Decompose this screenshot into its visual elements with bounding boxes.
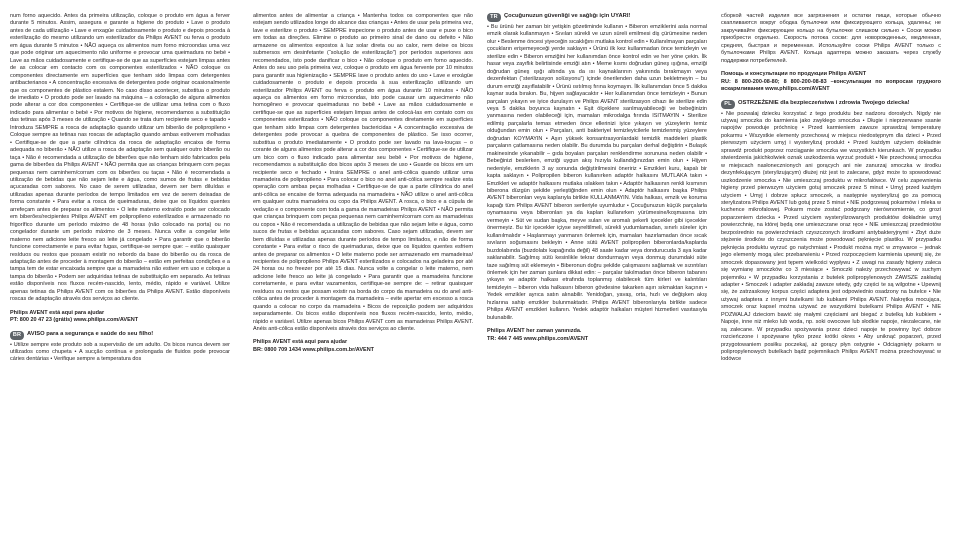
br-warning-text-cont: alimentos antes de alimentar a criança • Mantenha todos os componentes que não estejam sendo utilizados longe do alcance das crianças • Antes de usar pela primeira vez, lave e esterilize o produto • SEMPRE inspecione o produto antes de usar e puxe o bico em todas as direções. Elimine o produto ao primeiro sinal de dano ou defeito • Não armazene os alimentos expostos à luz solar direta ou ao calor, nem deixe os bicos submersos em desinfetante (“solução de esterilização”) por períodos superiores aos recomendados, isto pode danificar o bico • Não coloque o produto em forno aquecido. Antes do seu uso pela primeira vez, coloque o produto em água fervente por 10 minutos para garantir sua higienização • SEMPRE lave o produto antes do uso • Lave e enxágüe cuidadosamente o produto e depois proceda à sua esterilização utilizando um esterilizador Philips AVENT ou ferva o produto em água durante 10 minutos • NÃO aqueça os alimentos em forno microondas, isto pode causar um aquecimento não homogêneo e provocar queimaduras no bebê • Lave as mãos cuidadosamente e certifique-se que as superfícies estejam limpas antes de colocá-las em contato com os componentes esterilizados • NÃO coloque os componentes diretamente em superfícies que tenham sido limpas com detergentes bactericidas • A concentração excessiva de detergentes pode provocar a quebra de componentes de plástico. Se isso ocorrer, substitua o produto imediatamente • O produto pode ser lavado na lava-louças – o corante de alguns alimentos pode alterar a cor dos componentes • Certifique-se de utilizar um bico com o fluxo indicado para alimentar seu bebê • Por motivos de higiene, recomendamos a substituição dos bicos após 3 meses de uso • Guarde os bicos em um recipiente seco e fechado • Insira SEMPRE o anel anti-cólica quando utilizar uma mamadeira de polipropileno • Para colocar o bico no anel anti-cólica sempre realize esta operação com ambas peças molhadas • Certifique-se de que a parte cilíndrica do anel anti-cólica se encaixe de forma adequada na mamadeira • NÃO utilize o anel anti-cólica em qualquer outra mamadeira ou copo da Philips AVENT. A rosca, o bico e a cúpula de vedação e o componente com toda a gama de mamadeiras Philips AVENT • NÃO permita que crianças brinquem com peças pequenas nem caminhem/corram com as mamadeiras ou copos • Não é recomendada a utilização de bebidas que não sejam leite e água, como sucos de frutas e bebidas açucaradas com sabores. Caso sejam utilizadas, devem ser bem diluídas e utilizadas apenas durante períodos de tempo limitados, e não de forma constante • Para evitar o risco de queimaduras, deixe que os líquidos quentes esfriem antes de preparar os alimentos • O leite materno pode ser armazenado em mamadeiras/ recipientes de polipropileno Philips AVENT esterilizados e colocados na geladeira por até 24 horas ou no freezer por até 15 dias. Nunca volte a congelar o leite materno, nem adicione leite fresco ao leite já congelado • Para garantir que a mamadeira funcione corretamente, e para evitar vazamentos, certifique-se sempre de: – retirar quaisquer resíduos ou restos que possam existir na borda do corpo da mamadeira ou do anel anti-cólica antes de proceder à montagem da mamadeira – evite apertar em excesso a rosca quando a colocar no corpo da mamadeira • Bicos de reposição podem ser adquiridos separadamente. Os bicos estão disponíveis nos fluxos recém-nascido, lento, médio, rápido e variável. Utilize apenas bicos Philips AVENT com as mamadeiras Philips AVENT. Anéis anti-cólica estão disponíveis através dos serviços ao cliente. [253, 13, 473, 333]
ru-contact-phone: RU: 8 800-200-08-80; 8 800-200-08-83 –консультации по вопросам грудного вскармливания www.philips.com/AVENT [721, 78, 941, 93]
pl-heading [721, 100, 941, 109]
pl-section [721, 100, 941, 364]
tr-warning-text: • Bu ürünü her zaman bir yetişkin gözetiminde kullanın • Biberon emziklerini asla normal emzik olarak kullanmayın • Sıvıları sürekli ve uzun süreli emilmesi diş çürümesine neden olur • Beslenme öncesi yiyeceğin sıcaklığını mutlaka kontrol edin • Kullanılmayan parçaları çocukların erişemeyeceği yerde saklayın • Ürünü ilk kez kullanmadan önce temizleyin ve sterilize edin • Biberon emziğini her kullanımdan önce kontrol edin ve her yöne çekin. İlk hasar veya zayıflık belirtisinde emziği atın • Meme kısmı doğrudan güneş ışığına, emziği doğrudan güneş ışığı altında ya da ısı kaynaklarının yakınında bırakmayın veya dezenfektan (“sterilizasyon solüsyonu”) içinde önerilenden daha uzun bekletmeyin – bu durum emziği zayıflatabilir • Ürünü ısıtılmış fırına koymayın. İlk kullanımdan önce 5 dakika kaynar suda bırakın. Bu, hijyen sağlayacaktır • Her kullanımdan önce temizleyin • Bunun parçaları yıkayın ve iyice durulayın ve Philips AVENT sterilizasyon cihazı ile sterilize edin veya 5 dakika boyunca kaynatın • Eşit ölçeklere sarılmayabileceği ve bebeğinizin yanmasına neden olabileceği için, mamaları mikrodalga fırında ISITMAYIN • Sterilize edilmiş parçalarla temas etmeden önce ellerinizi iyice yıkayın ve yüzeylerin temiz olduğundan emin olun • Parçaları, anti bakteriyel temizleyicilerle temizlenmiş yüzeylere doğrudan KOYMAYIN • Aşırı yüksek konsantrasyonlardaki temizlik maddeleri plastik parçaların çatlamasına neden olabilir. Bu durumda bu parçaları derhal değiştirin • Bulaşık makinesinde yıkanabilir – gıda boyaları parçaları renklendirme sorununa neden olabilir • Bebeğinizi beslerken, emziği uygun akış hızıyla kullandığınızdan emin olun • Hijyen nedeniyle, emziklerin 3 ay sonunda değiştirilmesini öneririz • Emzikleri kuru, kapalı bir kapta saklayın • Polipropilen biberon kullanırken adaptör halkasını MUTLAKA takın • Emzikleri ve adaptör halkasını mutlaka ıslakken takın • Adaptör halkasının renkli kısmının biberona düzgün şekilde yerleştiğinden emin olun • Adaptör halkasını başka Philips AVENT biberonları veya kaplarıyla birlikte KULLANMAYIN. Vida halkası, emzik ve koruma kapağı tüm Philips AVENT biberon serileriyle uyumludur • Çocuğunuzun küçük parçalarla oynamasına veya biberonları ya da kapları kullanırken yürümesine/koşmasına izin vermeyin • Süt ve sudan başka, meyve suları ve aromalı şekerli içecekler gibi içecekler önermeyiz. Bu tür içecekler içiyse seyreltilmeli, sürekli yudumlamadan, sınırlı süreler için kullanılmalıdır • Haşlanmayı yanmanın önlemek için, mamaları hazırlamadan önce sıcak sıvıların soğumasını bekleyin • Anne sütü AVENT polipropilen biberonlarda/kaplarda buzdolabında (buzdolabı kapağında değil) 48 saate kadar veya dondurucuda 3 aya kadar saklanabilir. Sağılmış sütü kesinlikle tekrar dondurmayın veya donmuş durumdaki süte taze sağılmış süt eklemeyin • Biberonun doğru şekilde çalışmasını sağlamak ve sızıntıları önlemek için her zaman şunlara dikkat edin: – parçalar takılmadan önce biberon tabanını yıkayın ve adaptör halkası etrafında toplanmış olabilecek tüm kirleri ve kalıntıları temizleyin – biberon vida halkasını biberon gövdesine takarken aşırı sıkmaktan kaçının • Yedek emzikler ayrıca satın alınabilir. Yenidoğan, yavaş, orta, hızlı ve değişken akış hızlarına sahip emzikler bulunmaktadır. Philips AVENT biberonlarıyla birlikte sadece Philips AVENT emzikleri kullanın. Yedek adaptör halkaları müşteri hizmetleri vasıtasıyla bulunabilir. [487, 24, 707, 321]
pl-language-badge: PL [721, 100, 735, 109]
br-language-badge: BR [10, 331, 24, 340]
pl-section-title: OSTRZEŻENIE dla bezpieczeństwa i zdrowia Twojego dziecka! [738, 99, 910, 106]
tr-section-title: Çocuğunuzun güvenliği ve sağlığı için UYARI! [504, 13, 631, 19]
column-portuguese [10, 13, 230, 364]
br-section [10, 331, 230, 364]
tr-contact-title: Philips AVENT her zaman yanınızda. [487, 328, 582, 335]
ru-warning-text-cont: сборкой частей изделия все загрязнения и остатки пищи, которые обычно скапливаются вокруг ободка бутылочки или фиксирующего кольца, удалены; не закручивайте фиксирующее кольцо на бутылочке слишком сильно • Соски можно приобрести отдельно. Скорость потока соски: для новорожденных, медленная, средняя, быстрая и переменная. Используйте соски Philips AVENT только с бутылочками Philips AVENT. Кольца адаптера можно заказать через службу поддержки потребителей. [721, 13, 941, 64]
tr-contact-phone: TR: 444 7 445 www.philips.com/AVENT [487, 335, 589, 342]
br-contact-phone: BR: 0800 709 1434 www.philips.com.br/AVENT [253, 346, 375, 353]
tr-language-badge: TR [487, 13, 501, 22]
column-russian-polish [721, 13, 941, 364]
tr-heading [487, 13, 707, 22]
br-heading [10, 331, 230, 340]
br-contact-title: Philips AVENT está aqui para ajudar [253, 339, 348, 346]
column-brazilian-portuguese [253, 13, 473, 354]
br-section-title: AVISO para a segurança e saúde do seu filho! [27, 330, 154, 337]
column-turkish-russian [487, 13, 707, 343]
pt-contact-phone: PT: 800 20 47 23 (grátis) www.philips.com/AVENT [10, 317, 139, 324]
pt-warning-text: num forno aquecido. Antes da primeira utilização, coloque o produto em água a ferver durante 5 minutos. Assim, assegura e garante a higiene do produto • Lave o produto antes de cada utilização • Lave e enxagúe cuidadosamente o produto e depois proceda à esterilização do mesmo utilizando um esterilizador da Philips AVENT ou ferva o produto em água durante 5 minutos • NÃO aqueça os alimentos num forno microondas uma vez que pode originar um aquecimento não uniforme e provocar uma queimadura no bebé • Lave as mãos cuidadosamente e certifique-se de que as superfícies estejam limpas antes de as colocar em contacto com os componentes esterilizados • NÃO coloque os componentes directamente em superfícies que tenham sido limpas com detergentes antibacterianos • A concentração excessiva de detergentes pode originar ocasionalmente que os componentes de plástico estalem. No caso disso acontecer, substitua o produto de imediato • O produto pode ser lavado na máquina – a coloração de alguns alimentos pode alterar a cor dos componentes • Certifique-se de utilizar uma tetina com o fluxo indicado para alimentar o bebé • Por motivos de higiene, recomendamos a substituição das tetinas após 3 meses de utilização • Quando se trata dum recipiente seco e tapado • Introduza SEMPRE a rosca de adaptação quando utilizar um biberão de polipropileno • Coloque sempre as tetinas nas roscas de adaptação quando ambas estiverem molhadas • Certifique-se de que a parte cilíndrica da rosca de adaptação encaixa de forma adequada no biberão • NÃO utilize a rosca de adaptação sem qualquer outro biberão ou taça • Não é recomendada a utilização de biberões que não tenham sido fabricados pela gama de biberões da Philips AVENT • NÃO permita que as crianças brinquem com peças pequenas nem caminhem/corram com os biberões ou taças • Não é recomendada a utilização de bebidas que não sejam leite e água, como sumos de frutas e bebidas açucaradas com sabores. No caso de serem utilizadas, devem ser bem diluídas e utilizadas apenas durante períodos de tempo limitados em vez de serem deixadas de forma constante • Para evitar a rosca de queimaduras, deixe que os líquidos quentes arrefeçam antes de preparar os alimentos • O leite materno extraído pode ser colocado em biberões/recipientes Philips AVENT em polipropileno esterilizados e armazenado no frigorífico durante um período máximo de 48 horas (não colocado na porta) ou no congelador durante um período máximo de 3 meses. Nunca volte a congelar leite materno nem adicione leite fresco ao leite já congelado • Para garantir que o biberão funcione correctamente e para evitar fugas, certifique-se sempre que: – estão quaisquer resíduos ou restos que possam existir no rebordo da base do biberão ou da rosca de adaptação antes de proceder à montagem do biberão – estão em perfeitas condições e a tampa tem de estar encaixada sempre que a mamadeira não estiver em uso e coloque a tampa do biberão • Podem ser adquiridas tetinas de substituição em separado. As tetinas estão disponíveis nos fluxos recém-nascido, lento, médio, rápido e variável. Utilize apenas tetinas da Philips AVENT com os biberões da Philips AVENT. Estão disponíveis roscas de adaptação através dos serviços ao cliente. [10, 13, 230, 303]
pt-contact-title: Philips AVENT está aqui para ajudar [10, 309, 105, 316]
pl-warning-text: • Nie pozwalaj dziecku korzystać z tego produktu bez nadzoru dorosłych. Nigdy nie używaj smoczka do karmienia jako zwykłego smoczka • Długie i nieprzerwane ssanie napojów powoduje próchnicę • Przed karmieniem zawsze sprawdzaj temperaturę pokarmu • Wszystkie elementy przechowuj w miejscu niedostępnym dla dzieci • Przed pierwszym użyciem umyj i wysterylizuj produkt • Przed każdym użyciem dokładnie sprawdź produkt poprzez rozciąganie smoczka we wszystkich kierunkach. W przypadku stwierdzenia jakichkolwiek oznak uszkodzenia wyrzuć produkt • Nie przechowuj smoczka w miejscach nasłonecznionych ani gorących ani nie zanurzaj smoczka w środku dezynfekującym (sterylizującym) dłużej niż jest to zalecane, gdyż może to spowodować uszkodzenie smoczka • Nie umieszczaj produktu w mikrofalówce. W celu zapewnienia higieny przed pierwszym użyciem gotuj smoczek przez 5 minut • Umyj przed każdym użyciem • Umyj i dobrze spłucz smoczek, a następnie wysterylizuj go za pomocą sterylizatora Philips AVENT lub gotuj przez 5 minut • NIE podgrzewaj pokarmów i mleka w kuchence mikrofalowej. Pokarm może zostać podgrzany nierównomiernie, co grozi poparzeniem dziecka • Przed użyciem wysterylizowanych produktów dokładnie umyj powierzchnię, na której będą one umieszczane oraz ręce • NIE umieszczaj przedmiotów bezpośrednio na powierzchniach czyszczonych środkami antybakteryjnymi • Zbyt duże stężenie środków do czyszczenia może powodować pęknięcie plastiku. W przypadku pęknięcia produktu wyrzuć go natychmiast • Produkt można myć w zmywarce – jednak jego elementy mogą ulec przebarwieniu • Przed rozpoczęciem karmienia upewnij się, że smoczek dopasowany jest tępem wielkości wypływu • Z uwagi na zasady higieny zaleca się wymianę smoczków co 3 miesiące • Smoczki należy przechowywać w suchym pojemniku • W przypadku korzystania z butelek polipropylenowych ZAWSZE zakładaj adapter • Smoczek i adapter zakładaj zawsze wtedy, gdy części te są wilgotne • Upewnij się, że zatrzaskowy korpus części adaptera jest odpowiednio osadzony na butelce • Nie używaj adaptera z innymi butelkami lub kubkami Philips AVENT. Nakrętka mocująca, smoczek oraz kapsel można używać ze wszystkimi butelkami Philips AVENT • NIE POZWALAJ dzieciom bawić się małymi częściami ani biegać z butelką lub kubkiem • Napoje, inne niż mleko lub woda, np. soki owocowe lub słodkie napoje, niezalecane, nie są zalecane. W przypadku spożywania przez dzieci napoje te powinny być dobrze rozcieńczone i spożywane tylko przez krótki okres • Aby uniknąć poparzeń, przed przygotowaniem posiłku poczekaj, aż gorący płyn ostygnie • Odciągnięty pokarm w polipropylenowych butelkach bądź pojemnikach Philips AVENT można przechowywać w lodówce [721, 110, 941, 363]
ru-contact-title: Помощь и консультации по продукции Philips AVENT [721, 71, 867, 78]
br-warning-text: • Utilize sempre este produto sob a supervisão de um adulto. Os bicos nunca devem ser utilizados como chupeta • A sucção contínua e prolongada de fluidos pode provocar cáries dentárias • Verifique sempre a temperatura dos [10, 341, 230, 363]
